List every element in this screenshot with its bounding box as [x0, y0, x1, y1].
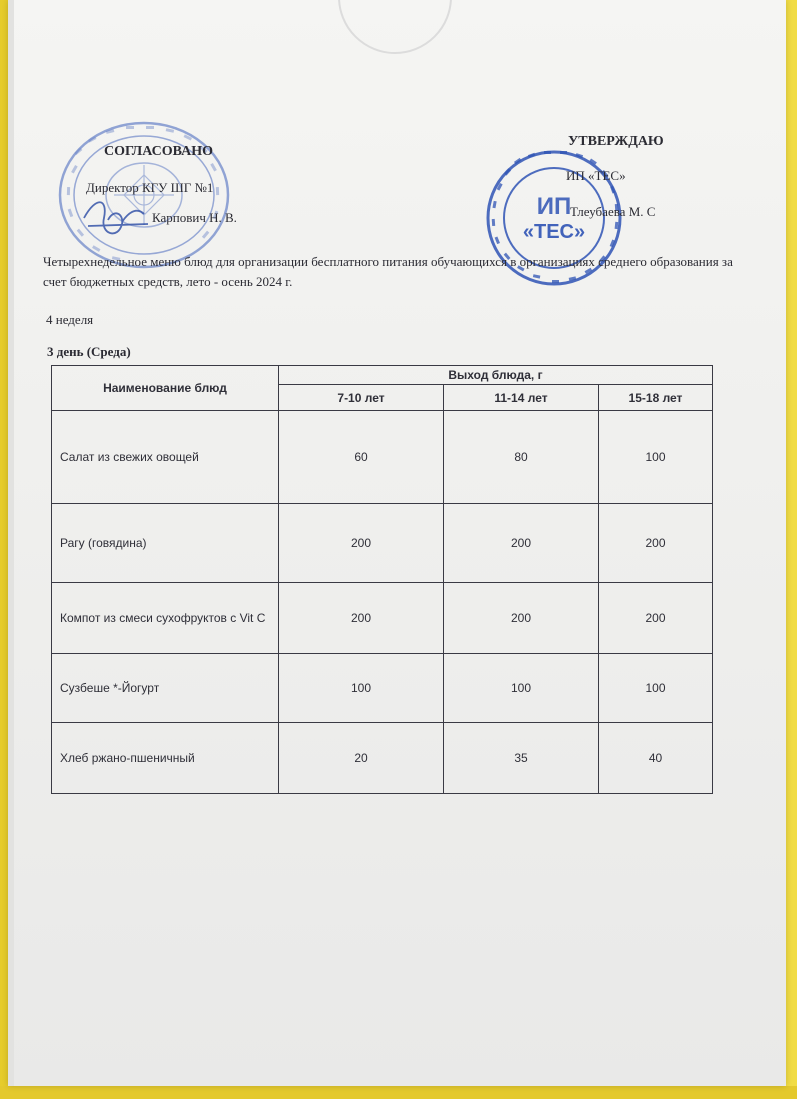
sleeve-notch — [338, 0, 452, 54]
header-dish-name: Наименование блюд — [52, 366, 279, 411]
portion-value: 60 — [279, 411, 444, 504]
portion-value: 100 — [444, 654, 599, 723]
dish-name: Сузбеше *-Йогурт — [52, 654, 279, 723]
table-row — [52, 504, 713, 583]
menu-table — [51, 365, 713, 794]
portion-value: 100 — [599, 654, 713, 723]
table-row — [52, 411, 713, 504]
portion-value: 200 — [279, 583, 444, 654]
approval-right-org: ИП «ТЕС» — [566, 168, 626, 183]
header-age-7-10: 7-10 лет — [279, 385, 444, 411]
approval-left-role: Директор КГУ ШГ №1 — [86, 180, 214, 195]
portion-value: 200 — [279, 504, 444, 583]
approval-right-name: Тлеубаева М. С — [570, 204, 656, 219]
dish-name: Компот из смеси сухофруктов с Vit C — [52, 583, 279, 654]
header-age-15-18: 15-18 лет — [599, 385, 713, 411]
portion-value: 200 — [444, 504, 599, 583]
portion-value: 200 — [599, 504, 713, 583]
dish-name: Хлеб ржано-пшеничный — [52, 723, 279, 794]
portion-value: 200 — [444, 583, 599, 654]
portion-value: 80 — [444, 411, 599, 504]
portion-value: 200 — [599, 583, 713, 654]
stamp-org-name: «ТЕС» — [522, 221, 586, 243]
portion-value: 20 — [279, 723, 444, 794]
table-row — [52, 583, 713, 654]
portion-value: 40 — [599, 723, 713, 794]
sheet-left-edge — [8, 0, 14, 1086]
day-label: 3 день (Среда) — [47, 344, 131, 359]
approval-left-title: СОГЛАСОВАНО — [104, 144, 213, 159]
portion-value: 100 — [599, 411, 713, 504]
table-row — [52, 723, 713, 794]
handwritten-signature — [78, 188, 158, 244]
stamp-initials: ИП — [536, 193, 572, 220]
dish-name: Рагу (говядина) — [52, 504, 279, 583]
approval-left-name: Карпович Н. В. — [152, 210, 237, 225]
week-label: 4 неделя — [46, 312, 94, 327]
dish-name: Салат из свежих овощей — [52, 411, 279, 504]
header-age-11-14: 11-14 лет — [444, 385, 599, 411]
table-row — [52, 654, 713, 723]
bottom-frame-edge — [0, 1086, 797, 1099]
header-output: Выход блюда, г — [279, 366, 713, 385]
document-description: Четырехнедельное меню блюд для организации бесплатного питания обучающихся в организациях среднего образования за счет бюджетных средств, лето - осень 2024 г. — [43, 254, 733, 289]
portion-value: 100 — [279, 654, 444, 723]
portion-value: 35 — [444, 723, 599, 794]
approval-right-title: УТВЕРЖДАЮ — [568, 134, 664, 149]
